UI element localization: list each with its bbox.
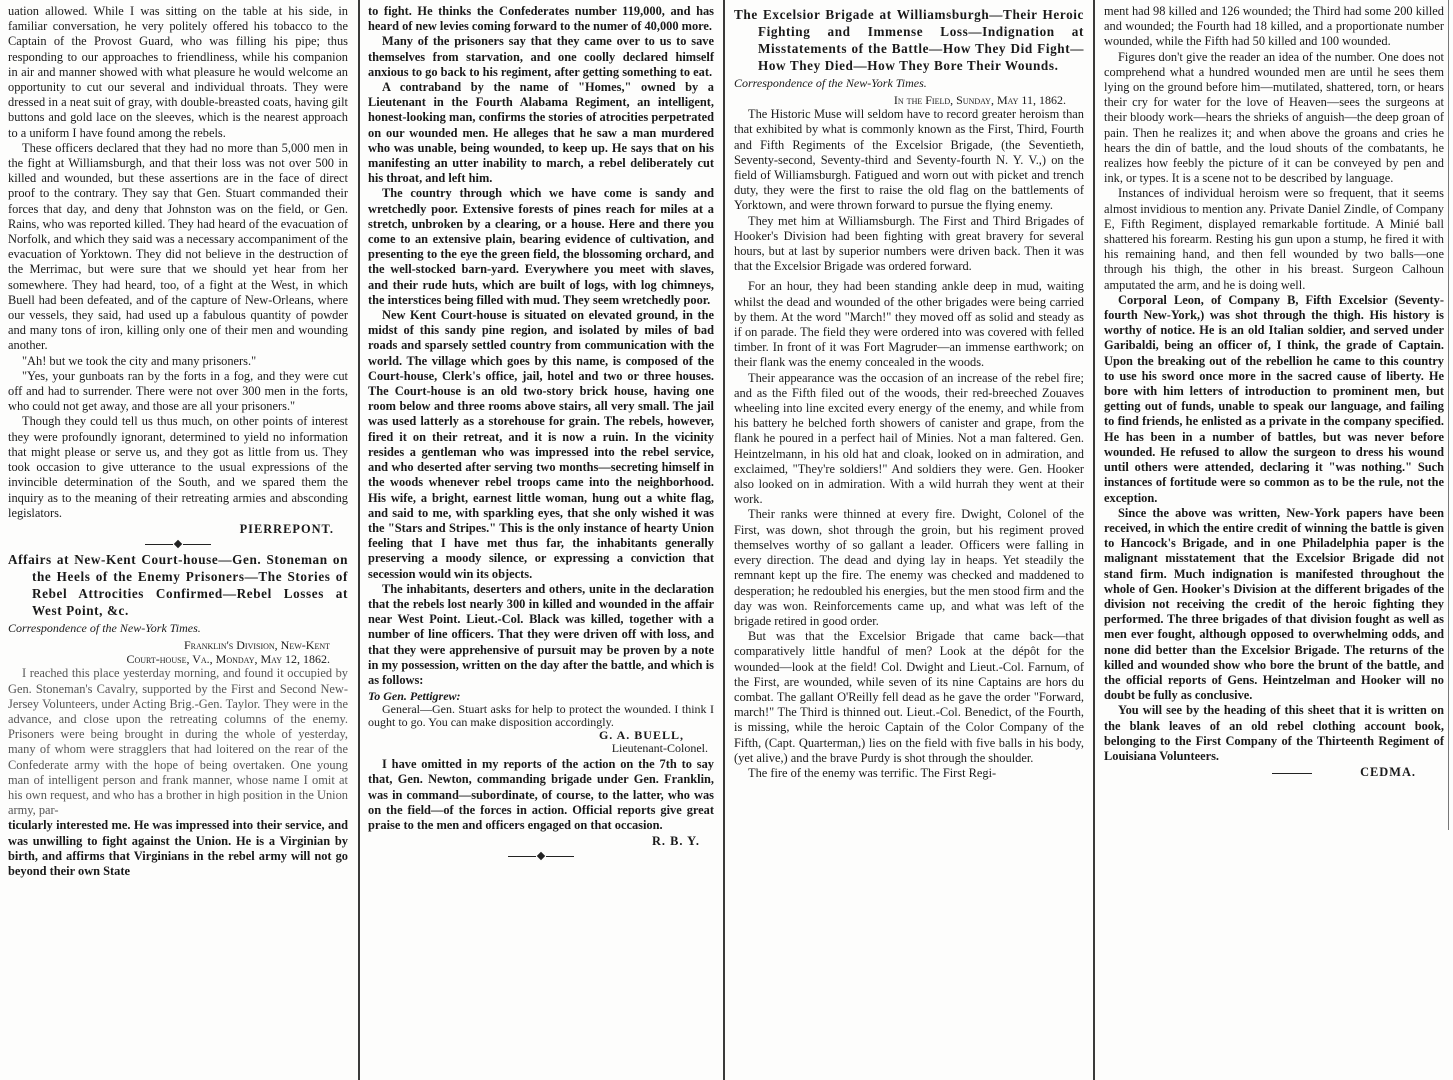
paragraph: Their appearance was the occasion of an increase of the rebel fire; and as the Fifth filed out of the woods, their red-breeched Zouaves wheeling into line excited every energy of the enemy, and while from his battery he belched forth showers of canister and grape, from the flank he poured in a perfect hail of Minies. Not a man faltered. Gen. Heintzelmann, in his old hat and cloak, looked on in admiration, and exclaimed, "They're soldiers!" And soldiers they were. Gen. Hooker also looked on in admiration. With a wild hurrah they went at their work. xyxy=(734,370,1084,507)
dateline: Franklin's Division, New-Kent xyxy=(183,638,330,653)
paragraph: ticularly interested me. He was impressed into their service, and was unwilling to fight against the Union. He is a Virginian by birth, and affirms that Virginians in the rebel army will not go beyond their own State xyxy=(8,818,348,878)
signature: PIERREPONT. xyxy=(239,521,334,536)
diamond-ornament-icon xyxy=(174,540,182,548)
paragraph: Though they could tell us thus much, on other points of interest they were profoundly ignorant, determined to yield no information that might please or serve us, and they got as little from us. They took occasion to give utterance to the usual expressions of the invincible determination of the South, and we spared them the inquiry as to the meaning of their retreating armies and absconding legislators. xyxy=(8,414,348,520)
paragraph: The fire of the enemy was terrific. The First Regi- xyxy=(748,765,997,780)
paragraph: But was that the Excelsior Brigade that came back—that comparatively little handful of men? Look at the dépôt for the wounded—look at the field! Col. Dwight and Lieut.-Col. Farnum, of the First, are wounded, while seven of its nine Captains are hors du combat. The gallant O'Reilly fell dead as he gave the order "Forward, march!" The Third is thinned out. Lieut.-Col. Benedict, of the Fourth, is missing, while the heroic Captain of the Color Company of the Fifth, (Capt. Quarterman,) lies on the field with five balls in his body, (yet alive,) and the brave Purdy is shot through the shoulder. xyxy=(734,629,1084,765)
paragraph: to fight. He thinks the Confederates number 119,000, and has heard of new levies coming forward to the numer of 40,000 more. xyxy=(368,4,714,34)
paragraph: New Kent Court-house is situated on elevated ground, in the midst of this sandy pine region, and isolated by miles of bad roads and sparsely settled country from communication with the world. The village which goes by this name, is composed of the Court-house, Clerk's office, jail, hotel and two or three houses. The Court-house is an old two-story brick house, having one room below and three rooms above stairs, all very small. The jail was used latterly as a storehouse for grain. The rebels, however, fired it on their retreat, and it is now a ruin. In the vicinity resides a gentleman who was impressed into the rebel service, and who deserted after serving two months—secreting himself in the woods whenever rebel troops came into the neighborhood. His wife, a bright, earnest little woman, hung out a white flag, and said to me, with sparkling eyes, that she only wished it was the "Stars and Stripes." This is the only instance of hearty Union feeling that I have met thus far, the inhabitants generally preserving a moody silence, or expressing a conviction that secession would win its objects. xyxy=(368,308,714,581)
column-3 xyxy=(728,4,1090,1080)
paragraph: Many of the prisoners say that they came over to us to save themselves from starvation, and one coolly declared himself anxious to go back to his regiment, after getting something to eat. xyxy=(368,34,714,79)
column-rule xyxy=(358,0,360,1080)
column-2 xyxy=(362,4,720,884)
paragraph: Instances of individual heroism were so frequent, that it seems almost invidious to mention any. Private Daniel Zindle, of Company E, Fifth Regiment, displayed remarkable fortitude. A Minié ball shattered his forearm. Resting his gun upon a stump, he fired it with his remaining hand, and then fell wounded by two balls—one through his thigh, the other in his breast. Surgeon Calhoun amputated the arm, and he is doing well. xyxy=(1104,186,1444,292)
dateline: In the Field, Sunday, May 11, 1862. xyxy=(893,93,1066,108)
letter-salutation: To Gen. Pettigrew: xyxy=(368,689,461,704)
column-1 xyxy=(2,4,354,1080)
paragraph: The country through which we have come is sandy and wretchedly poor. Extensive forests of pines reach for miles at a stretch, unbroken by a clearing, or a house. Here and there you come to an extensive plain, bearing evidence of cultivation, and presenting to the eye the green field, the blossoming orchard, and the well-stocked barn-yard. Everywhere you meet with slaves, and their rude huts, which are built of logs, with log chimneys, the interstices being filled with mud. They seem wretchedly poor. xyxy=(368,186,714,307)
column-rule xyxy=(723,0,725,1080)
correspondence-line: Correspondence of the New-York Times. xyxy=(8,621,201,636)
paragraph: Corporal Leon, of Company B, Fifth Excelsior (Seventy-fourth New-York,) was shot through the thigh. His history is worthy of notice. He is an old Italian soldier, and served under Garibaldi, being an officer of, I think, the grade of Captain. Upon the breaking out of the rebellion he came to this country to use his sword once more in the sacred cause of liberty. He bore with him letters of introduction to prominent men, but getting out of funds, unable to speak our language, and failing to find friends, he enlisted as a private in the company specified. He has been in a number of battles, but was never before wounded. He refused to allow the surgeon to dress his wound until others were attended, declaring it "was nothing." Such instances of fortitude were so common as to be the rule, not the exception. xyxy=(1104,292,1444,505)
quoted-letter xyxy=(368,690,714,755)
paragraph: Their ranks were thinned at every fire. Dwight, Colonel of the First, was down, shot through the groin, but his regiment proved themselves worthy of so gallant a leader. Officers were falling in every direction. The dead and dying lay in heaps. Yet steadily the remnant kept up the fire. The enemy was checked and maddened to desperation; he redoubled his energies, but the men stood firm and the day was won. Reinforcements came up, and what was left of the brigade retired in good order. xyxy=(734,507,1084,628)
paragraph: These officers declared that they had no more than 5,000 men in the fight at Williamsburgh, and that their loss was not over 500 in killed and wounded, but these assertions are in the face of direct proof to the contrary. They say that Gen. Stuart commanded their forces that day, and deny that Johnston was on the field, or Gen. Rains, who was reported killed. They had heard of the evacuation of Norfolk, and which they said was a necessary accompaniment of the evacuation of Yorktown. They did not believe in the destruction of the Merrimac, but were sure that we should yet hear from her somewhere. They had heard, too, of a fight at the West, in which Buell had been defeated, and of the capture of New-Orleans, where our vessels, they said, had used up a fabulous quantity of powder and many tons of iron, killing only one of their men and wounding another. xyxy=(8,140,348,353)
signature: R. B. Y. xyxy=(651,834,700,849)
paragraph: The Historic Muse will seldom have to record greater heroism than that exhibited by what is commonly known as the First, Third, Fourth and Fifth Regiments of the Excelsior Brigade, (the Seventieth, Seventy-second, Seventy-third and Seventy-fourth N. Y. V.,) on the field of Williamsburgh. Fatigued and worn out with picket and trench duty, they were the first to raise the old flag on the battlements of Yorktown, and were thrown forward to pursue the flying enemy. xyxy=(734,107,1084,213)
letter-body: General—Gen. Stuart asks for help to protect the wounded. I think I ought to go. You can make disposition accordingly. xyxy=(368,702,714,730)
column-4 xyxy=(1098,4,1450,834)
article-headline: Affairs at New-Kent Court-house—Gen. Stoneman on the Heels of the Enemy Prisoners—The Stories of Rebel Attrocities Confirmed—Rebel Losses at West Point, &c. xyxy=(8,552,348,619)
paragraph: ment had 98 killed and 126 wounded; the Third had some 200 killed and wounded; the Fourth had 18 killed, and a proportionate number wounded, while the Fifth had 50 killed and 100 wounded. xyxy=(1104,4,1444,49)
dateline: Court-house, Va., Monday, May 12, 1862. xyxy=(126,652,330,667)
paragraph-faded: I reached this place yesterday morning, and found it occupied by Gen. Stoneman's Cavalry, supported by the First and Second New-Jersey Volunteers, under Acting Brig.-Gen. Taylor. They were in the advance, and close upon the retreating columns of the enemy. Prisoners were being brought in during the whole of yesterday, many of whom were stragglers that had loitered on the rear of the Confederate army with the hope of being overtaken. One young man of intelligent person and frank manner, whose name I omit at his own request, and who has a brother in high position in the Union army, par- xyxy=(8,666,348,818)
paragraph: The inhabitants, deserters and others, unite in the declaration that the rebels lost nearly 300 in killed and wounded in the affair near West Point. Lieut.-Col. Black was killed, together with a number of line officers. That they were driven off with loss, and that they were apprehensive of pursuit may be proven by a note in my possession, written on the day after the battle, and which is as follows: xyxy=(368,581,714,687)
paragraph: I have omitted in my reports of the action on the 7th to say that, Gen. Newton, commanding brigade under Gen. Franklin, was in command—subordinate, of course, to the latter, who was on the field—of the forces in action. Official reports give great praise to the men and officers engaged on that occasion. xyxy=(368,757,714,832)
section-divider xyxy=(368,851,714,861)
paragraph: You will see by the heading of this sheet that it is written on the blank leaves of an old rebel clothing account book, belonging to the First Company of the Thirteenth Regiment of Louisiana Volunteers. xyxy=(1104,703,1444,763)
paragraph: Figures don't give the reader an idea of the number. One does not comprehend what a hundred wounded men are until he sees them lying on the ground before him—mutilated, shattered, torn, or hears their cry for water for the love of Heaven—sees the surgeons at their bloody work—hears the shrieks of anguish—the deep groan of pain. Then he realizes it; and when above the groans and cries he hears the din of battle, and the loud shouts of the combatants, he realizes how feebly the picture of it can be conveyed by pen and ink, or types. It is a scene not to be described by language. xyxy=(1104,49,1444,186)
signature: CEDMA. xyxy=(1360,765,1416,780)
letter-signer: G. A. BUELL, xyxy=(598,728,684,743)
diamond-ornament-icon xyxy=(537,852,545,860)
paragraph: "Yes, your gunboats ran by the forts in a fog, and they were cut off and had to surrender. There were not over 300 men in the forts, who could not get away, and those are all your prisoners." xyxy=(8,368,348,414)
section-divider xyxy=(8,539,348,549)
column-rule xyxy=(1093,0,1095,1080)
paragraph: Since the above was written, New-York papers have been received, in which the entire credit of winning the battle is given to Hancock's Brigade, and in one Philadelphia paper is the malignant misstatement that the Excelsior Brigade did not stand firm. Much indignation is manifested throughout the whole of Gen. Hooker's Division at the different brigades of the division not receiving the credit of the heroic fighting they performed. The three brigades of that division fought as well as men ever fought, although opposed to overwhelming odds, and none did better than the Excelsior Brigade. The returns of the killed and wounded show who bore the brunt of the battle, and the official reports of Gens. Heintzelman and Hooker will no doubt be fully as conclusive. xyxy=(1104,505,1444,703)
short-rule xyxy=(1272,773,1312,774)
paragraph: "Ah! but we took the city and many prisoners." xyxy=(22,353,257,368)
paragraph: uation allowed. While I was sitting on the table at his side, in familiar conversation, he very politely offered his tobacco to the Captain of the Provost Guard, who was filling his pipe; thus responding to our approaches to friendliness, while his companion in air and manner showed with what pleasure he would welcome an opportunity to cut our several and individual throats. They were dressed in a neat suit of gray, with double-breasted coats, having gilt buttons and gold lace on the sleeves, which is the nearest approach to a uniform I have found among the rebels. xyxy=(8,4,348,140)
article-headline: The Excelsior Brigade at Williamsburgh—Their Heroic Fighting and Immense Loss—Indignation at Misstatements of the Battle—How They Did Fight—How They Died—How They Bore Their Wounds. xyxy=(734,7,1084,73)
paragraph: A contraband by the name of "Homes," owned by a Lieutenant in the Fourth Alabama Regiment, an intelligent, honest-looking man, confirms the stories of atrocities perpetrated on our wounded men. He alleges that he saw a man murdered who was unable, being wounded, to keep up. He says that on his manifesting an utter inability to march, a rebel deliberately cut his throat, and left him. xyxy=(368,80,714,186)
paragraph: For an hour, they had been standing ankle deep in mud, waiting whilst the dead and wounded of the other brigades were being carried by them. At the word "March!" they moved off as solid and steady as if on parade. The field they were ordered into was covered with felled timber. In front of it was Fort Magruder—an immense earthwork; on their flank was the enemy concealed in the woods. xyxy=(734,279,1084,370)
letter-rank: Lieutenant-Colonel. xyxy=(611,741,708,756)
paragraph: They met him at Williamsburgh. The First and Third Brigades of Hooker's Division had been fighting with great bravery for several hours, but at last by superior numbers were driven back. Then it was that the Excelsior Brigade was ordered forward. xyxy=(734,213,1084,274)
signature-row xyxy=(1104,764,1444,781)
correspondence-line: Correspondence of the New-York Times. xyxy=(734,76,927,90)
